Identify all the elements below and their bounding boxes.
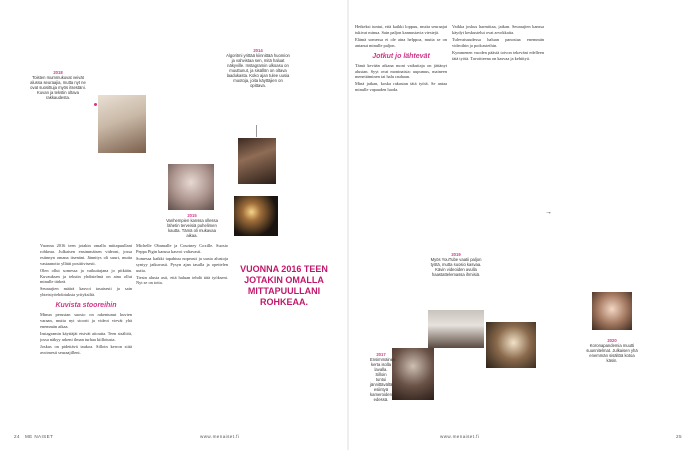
section-heading: Kuvista stooreihin bbox=[55, 302, 117, 310]
caption-2015: 2015 Vanhempien kanssa ollessa lähetin terveisiä puhelimen kautta. Tämä oli mukavaa aikaa. bbox=[166, 213, 218, 238]
footer-left-url: www.menaiset.fi bbox=[200, 434, 240, 439]
timeline-dot bbox=[94, 103, 97, 106]
caption-2017-text: 2017 Ensimmäinen kerta isolla lavalla. Silloin tuntui jännittävältä esiintyä kameroiden edessä. bbox=[370, 352, 396, 402]
page-fold bbox=[347, 0, 349, 450]
caption-2019: 2019 Myös YouTube vaatii paljon työtä, mutta suosio kasvaa. Kävin videoiden avulla haastattelemassa ihmisiä. bbox=[430, 252, 482, 277]
continue-arrow-icon: → bbox=[545, 208, 552, 216]
photo-portrait-2019 bbox=[428, 310, 484, 348]
caption-2020: 2020 Koronapandemia muutti suunnitelmat. Julkaisen yhä enemmän sisältöä kotoa käsin. bbox=[586, 338, 638, 363]
photo-portrait-2018 bbox=[98, 95, 146, 153]
photo-portrait-2015 bbox=[168, 164, 214, 210]
right-column-2: Vaikka joskus harmittaa, jatkan. Seuraajien kanssa käydyt keskustelut ovat arvokkaita. Tulevaisuudessa haluan panostaa enemmän videoihin ja podcasteihin. Kymmenen vuoden päästä toivon tekeväni edelleen tätä työtä. Tavoitteena on kasvaa ja kehittyä. bbox=[452, 24, 544, 61]
left-column-2: Michelle Obamalle ja Courtney Coxille. Suosio Peppa Pigin kanssa kasvoi valtavasti. Somessa kaikki tapahtuu nopeasti ja uusia alustoja syntyy jatkuvasti. Pysyn ajan tasalla ja opettelen uutta. Tiesin alusta asti, että haluan tehdä tätä työkseni. Nyt se on totta. bbox=[136, 243, 228, 286]
caption-2018: 2018 Toisten mummukuvat veivät alussa seuraajia, mutta nyt ne ovat suosittuja myös itsestäni. Kuvan ja tekstin oltava rakkaudesta. bbox=[30, 70, 86, 100]
footer-right-page: 25 bbox=[676, 434, 682, 439]
footer-right-url: www.menaiset.fi bbox=[440, 434, 480, 439]
right-column-1: Hetkeksi tuntui, että kaikki loppuu, mutta seuraajat tukivat minua. Sain paljon kannustavia viestejä. Elämä somessa ei ole aina helppoa, mutta se on antanut minulle paljon. Jotkut jo lähtevät Tämä kevään aikana moni vaikuttaja on jättänyt alustan. Syyt ovat moninaisia: uupumus, maineen menettäminen tai halu rauhaan. Minä jatkan, koska rakastan tätä työtä. Se antaa minulle vapauden luoda. bbox=[355, 24, 447, 93]
photo-portrait-2020 bbox=[592, 292, 632, 330]
footer-left: 24 ME NAISET bbox=[14, 434, 54, 439]
caption-2014: 2014 Algoritmi yrittää kiinnittää huomion ja vahvistaa sen, mitä haluat näkyville. Instagramin ulkoasu on muuttunut, ja sisällön on oltava laadukasta. Koko ajan tulee uusia muotoja, joita käyttäjien on opittava. bbox=[226, 48, 290, 88]
photo-stage-2017 bbox=[392, 348, 434, 400]
pull-quote: VUONNA 2016 TEEN JOTAKIN OMALLA MITTAPUULLANI ROHKEAA. bbox=[240, 264, 328, 307]
photo-portrait-2014 bbox=[238, 138, 276, 184]
photo-interior-2019 bbox=[486, 322, 536, 368]
left-column-1: Vuonna 2016 teen jotakin omalla mittapuullani rohkeaa. Julkaisen ensimmäisen videoni, jossa esiinnyn omana itsenäni. Jännitys oli suuri, mutta vastaanotto yllätti positiivisesti. Olen ollut somessa ja vaikuttajana jo pitkään. Kuvauksen ja tekstin yhdistelmä on aina ollut minulle tärkeä. Seuraajien määrä kasvoi tasaisesti ja sain yhteistyöehdotuksia yrityksiltä. Kuvista stooreihin Minun perustan suosio on rakentunut kuvien varaan, mutta nyt stoorit ja videot vievät yhä enemmän aikaa. Instagramin käyttäjät etsivät aitoutta. Teen sisältöä, jossa näkyy arkeni ilman turhaa kiillotusta. Joskus on pidettävä taukoa. Silloin kerron siitä avoimesti seuraajilleni. bbox=[40, 243, 132, 355]
section-heading: Jotkut jo lähtevät bbox=[372, 52, 430, 60]
timeline-line bbox=[256, 125, 257, 137]
photo-night-2015 bbox=[234, 196, 278, 236]
